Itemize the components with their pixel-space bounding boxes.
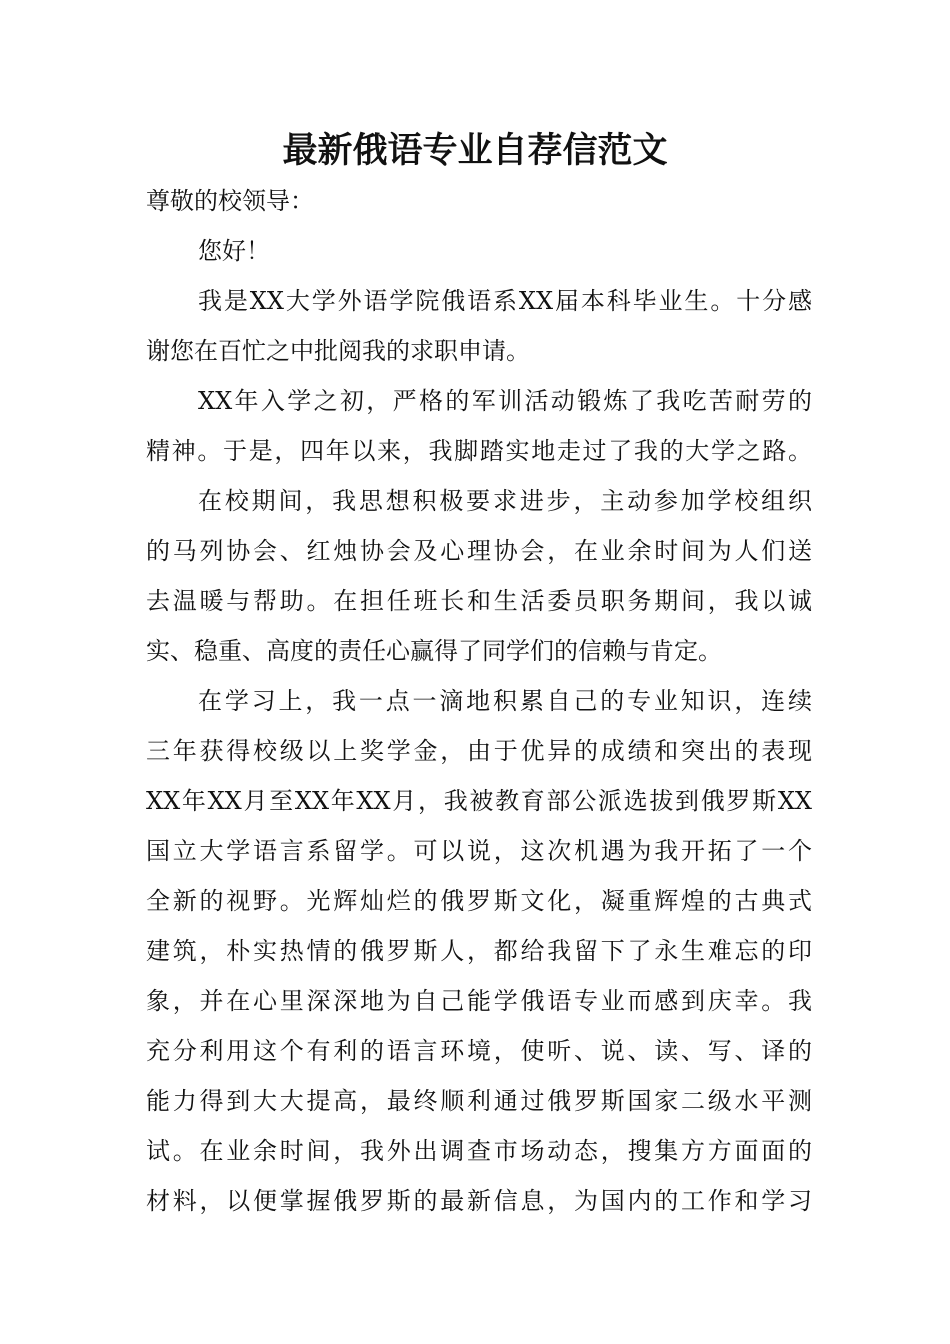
body-line: 象，并在心里深深地为自己能学俄语专业而感到庆幸。我 xyxy=(146,987,812,1015)
body-line: 材料，以便掌握俄罗斯的最新信息，为国内的工作和学习 xyxy=(146,1187,812,1215)
body-line: 国立大学语言系留学。可以说，这次机遇为我开拓了一个 xyxy=(146,837,812,865)
body-line: XX年XX月至XX年XX月，我被教育部公派选拔到俄罗斯XX xyxy=(146,787,812,815)
body-line: 在校期间，我思想积极要求进步，主动参加学校组织 xyxy=(198,487,812,515)
body-line: 全新的视野。光辉灿烂的俄罗斯文化，凝重辉煌的古典式 xyxy=(146,887,812,915)
body-line: 建筑，朴实热情的俄罗斯人，都给我留下了永生难忘的印 xyxy=(146,937,812,965)
body-line: 谢您在百忙之中批阅我的求职申请。 xyxy=(146,337,530,365)
body-line: 三年获得校级以上奖学金，由于优异的成绩和突出的表现 xyxy=(146,737,812,765)
letter-body xyxy=(146,176,812,1226)
body-line: XX年入学之初，严格的军训活动锻炼了我吃苦耐劳的 xyxy=(198,387,812,415)
body-line: 在学习上，我一点一滴地积累自己的专业知识，连续 xyxy=(198,687,812,715)
body-line: 实、稳重、高度的责任心赢得了同学们的信赖与肯定。 xyxy=(146,637,722,665)
body-line: 精神。于是，四年以来，我脚踏实地走过了我的大学之路。 xyxy=(146,437,812,465)
body-line: 能力得到大大提高，最终顺利通过俄罗斯国家二级水平测 xyxy=(146,1087,812,1115)
body-line: 试。在业余时间，我外出调查市场动态，搜集方方面面的 xyxy=(146,1137,812,1165)
body-line: 去温暖与帮助。在担任班长和生活委员职务期间，我以诚 xyxy=(146,587,812,615)
body-line: 的马列协会、红烛协会及心理协会，在业余时间为人们送 xyxy=(146,537,812,565)
document-title: 最新俄语专业自荐信范文 xyxy=(282,131,668,171)
body-line: 您好！ xyxy=(198,237,270,265)
body-line: 充分利用这个有利的语言环境，使听、说、读、写、译的 xyxy=(146,1037,812,1065)
body-line: 我是XX大学外语学院俄语系XX届本科毕业生。十分感 xyxy=(198,287,812,315)
body-line: 尊敬的校领导： xyxy=(146,187,314,215)
